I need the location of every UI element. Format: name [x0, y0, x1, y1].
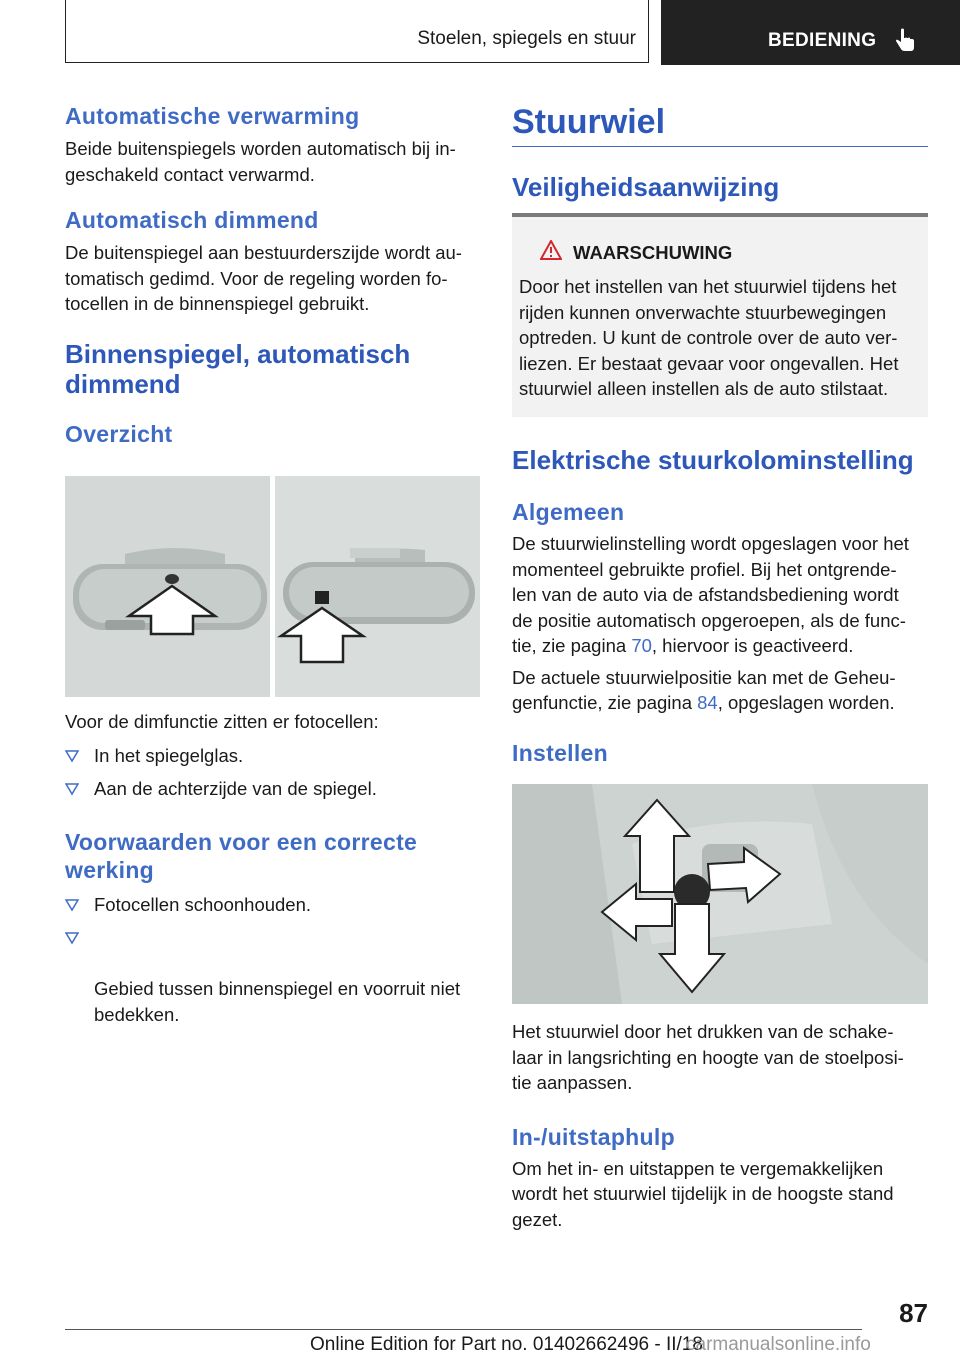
right-column — [512, 445, 932, 767]
adjust-text: Het stuurwiel door het drukken van de schake- laar in langsrichting en hoogte van de stoelposi- tie aanpassen. — [512, 1021, 904, 1093]
hand-pointer-icon — [892, 28, 918, 54]
page-number: 87 — [899, 1298, 928, 1328]
conditions-title: Voorwaarden voor een correcte werking — [65, 828, 418, 883]
adjust-title: Instellen — [512, 739, 609, 766]
left-column — [65, 103, 480, 448]
steering-switch-photo — [512, 784, 928, 1004]
watermark-text: carmanualsonline.info — [686, 1334, 871, 1355]
adjust-section — [512, 1019, 932, 1232]
list-item: Fotocellen schoonhouden. — [65, 892, 480, 918]
safety-title: Veiligheidsaanwijzing — [512, 172, 780, 202]
page-link-70[interactable]: 70 — [631, 635, 652, 656]
bullet-triangle-icon — [65, 931, 79, 945]
page-link-84[interactable]: 84 — [697, 692, 718, 713]
warning-triangle-icon — [540, 240, 562, 260]
steering-wheel-title: Stuurwiel — [512, 103, 666, 141]
general-paragraph-2: De actuele stuurwielpositie kan met de Geheu- genfunctie, zie pagina 84, opgeslagen worden. — [512, 666, 896, 713]
list-item: Gebied tussen binnenspiegel en voorruit niet bedekken. — [65, 925, 480, 1027]
auto-heating-text: Beide buitenspiegels worden automatisch bij in- geschakeld contact verwarmd. — [65, 138, 456, 185]
photocells-section — [65, 709, 480, 1027]
general-title: Algemeen — [512, 499, 625, 525]
warning-text: Door het instellen van het stuurwiel tijdens het rijden kunnen onverwachte stuurbewegingen optreden. U kunt de controle over de auto ver- liezen. Er bestaat gevaar voor ongevallen. Het stuurwiel alleen instellen als de auto stilstaat. — [519, 276, 899, 399]
inner-mirror-title: Binnenspiegel, automatisch dimmend — [65, 338, 411, 399]
warning-box — [512, 217, 928, 417]
bullet-triangle-icon — [65, 749, 79, 763]
general-paragraph-1: De stuurwielinstelling wordt opgeslagen voor het momenteel gebruikte profiel. Bij het ontgrende- len van de auto via de afstandsbediening wordt de positie automatisch opgeroepen, als de func- tie, zie pagina 70, hiervoor is geactiveerd. — [512, 533, 909, 656]
auto-dimming-title: Automatisch dimmend — [65, 207, 319, 233]
footer-rule — [65, 1329, 862, 1330]
photocells-intro: Voor de dimfunctie zitten er fotocellen: — [65, 711, 379, 732]
bullet-triangle-icon — [65, 898, 79, 912]
auto-heating-title: Automatische verwarming — [65, 103, 360, 129]
edition-text: Online Edition for Part no. 01402662496 - II/18 — [310, 1334, 703, 1355]
overview-title: Overzicht — [65, 420, 173, 447]
mirror-photo — [65, 476, 480, 697]
header-section-box — [65, 0, 649, 63]
list-item: In het spiegelglas. — [65, 743, 480, 769]
header-chapter-label: BEDIENING — [768, 30, 877, 51]
header-chapter-tab — [661, 0, 960, 65]
bullet-triangle-icon — [65, 782, 79, 796]
electric-column-title: Elektrische stuurkolominstelling — [512, 445, 914, 475]
header-section-title: Stoelen, spiegels en stuur — [417, 28, 636, 49]
list-item: Aan de achterzijde van de spiegel. — [65, 776, 480, 802]
warning-label: WAARSCHUWING — [573, 242, 733, 263]
entry-help-text: Om het in- en uitstappen te vergemakkelijken wordt het stuurwiel tijdelijk in de hoogste stand gezet. — [512, 1157, 894, 1230]
entry-help-title: In-/uitstaphulp — [512, 1123, 675, 1150]
auto-dimming-text: De buitenspiegel aan bestuurderszijde wordt au- tomatisch gedimd. Voor de regeling worden fo- tocellen in de binnenspiegel gebruikt. — [65, 242, 462, 314]
title-rule — [512, 146, 928, 147]
